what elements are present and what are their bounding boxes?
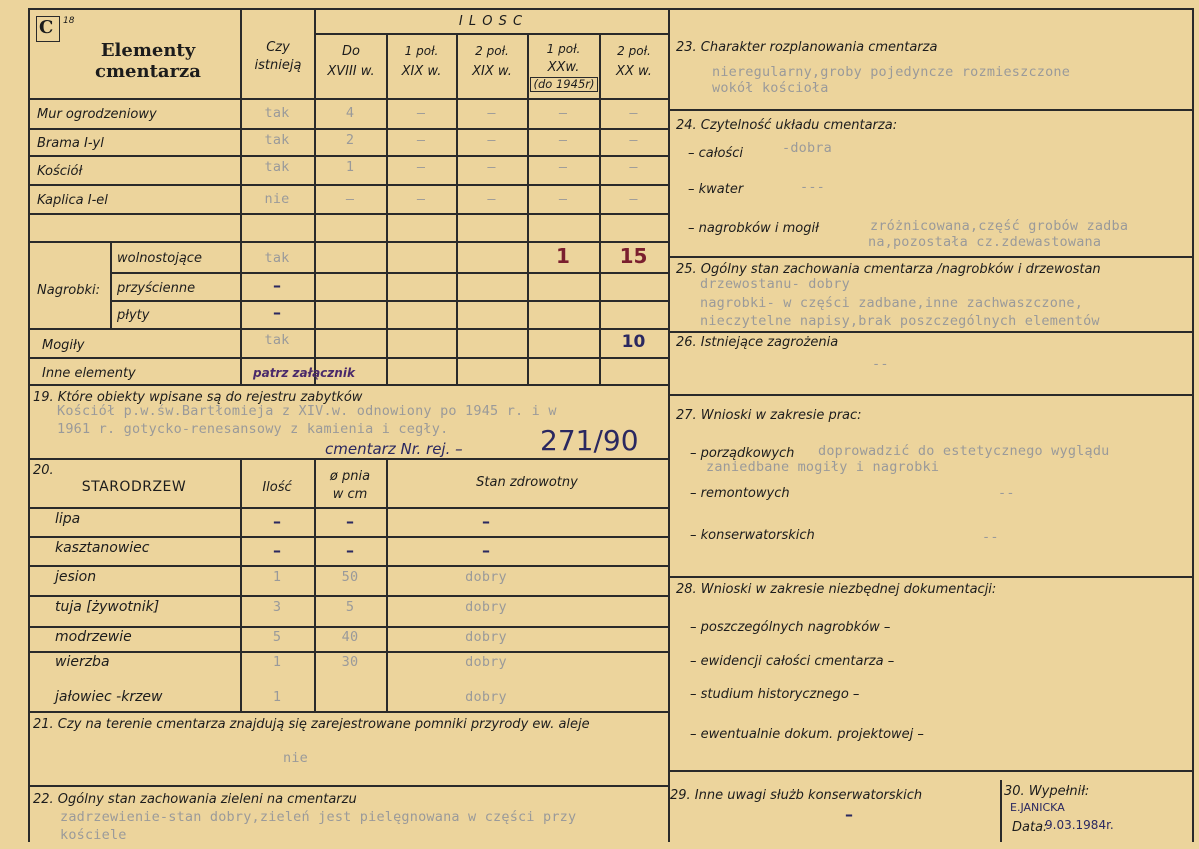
tree-diameter: 50: [341, 569, 359, 585]
divider: [28, 626, 668, 628]
divider: [386, 33, 388, 384]
tree-name: lipa: [55, 511, 81, 527]
tree-qty: 1: [272, 689, 282, 705]
s19-handwritten-text: cmentarz Nr. rej. –: [325, 440, 463, 458]
tree-diameter: –: [346, 512, 354, 531]
divider: [668, 394, 1193, 396]
tree-name: jesion: [55, 569, 97, 585]
s19-line2: 1961 r. gotycko-renesansowy z kamienia i cegły.: [57, 421, 449, 437]
qty-value: –: [629, 132, 638, 148]
section-index: 18: [63, 16, 75, 26]
s27-label: 27. Wnioski w zakresie prac:: [676, 408, 862, 423]
qty-value: –: [416, 191, 426, 207]
s26-value: --: [872, 356, 889, 372]
s30-date: 9.03.1984r.: [1045, 818, 1114, 832]
s28-item: – ewentualnie dokum. projektowej –: [690, 727, 924, 742]
row-label: Mogiły: [42, 338, 85, 353]
divider: [110, 272, 668, 274]
s30-date-label: Data:: [1012, 820, 1048, 835]
tree-qty: –: [273, 541, 281, 560]
divider: [110, 300, 668, 302]
tree-qty: 5: [272, 629, 282, 645]
divider: [668, 256, 1193, 258]
qty-value: –: [629, 159, 638, 175]
divider: [28, 8, 1193, 10]
row-label: płyty: [117, 308, 150, 323]
section-letter: C: [39, 17, 54, 38]
qty-value: –: [558, 132, 568, 148]
col-header: Do: [342, 44, 360, 59]
divider: [28, 507, 668, 509]
divider: [28, 241, 668, 243]
s27-porz-value1: doprowadzić do estetycznego wyglądu: [818, 443, 1110, 459]
s24-kwater-value: ---: [800, 179, 825, 195]
divider: [28, 711, 668, 713]
col-header: 2 poł.: [475, 44, 509, 58]
divider: [527, 33, 529, 384]
s24-nagrobkow-value1: zróżnicowana,część grobów zadba: [870, 218, 1129, 234]
s23-label: 23. Charakter rozplanowania cmentarza: [676, 40, 938, 55]
tree-state: –: [482, 541, 490, 560]
s28-item: – poszczególnych nagrobków –: [690, 620, 891, 635]
tree-diameter: 30: [341, 654, 359, 670]
s20-col-stan: Stan zdrowotny: [476, 475, 578, 490]
inne-handwritten: patrz załącznik: [253, 366, 355, 380]
qty-value: –: [629, 191, 638, 207]
col-header-ilosc: I L O S C: [458, 14, 524, 29]
s28-item: – ewidencji całości cmentarza –: [690, 654, 895, 669]
s25-label: 25. Ogólny stan zachowania cmentarza /nagrobków i drzewostan: [676, 262, 1101, 277]
tree-diameter: 5: [345, 599, 355, 615]
row-label: Inne elementy: [42, 366, 136, 381]
divider: [110, 241, 112, 328]
tree-state: dobry: [465, 569, 507, 585]
s30-label: 30. Wypełnił:: [1004, 784, 1090, 799]
divider: [28, 536, 668, 538]
divider: [668, 109, 1193, 111]
qty-value: –: [487, 191, 496, 207]
s22-line1: zadrzewienie-stan dobry,zieleń jest pielęgnowana w części przy: [60, 809, 577, 825]
tree-state: dobry: [465, 599, 507, 615]
divider: [28, 458, 668, 460]
col-header: XVIII w.: [327, 64, 375, 79]
page-title-line1: Elementy: [100, 40, 196, 61]
tree-qty: 1: [272, 569, 282, 585]
divider: [28, 357, 668, 359]
qty-value: –: [416, 105, 426, 121]
s27-rem-label: – remontowych: [690, 486, 790, 501]
tree-state: dobry: [465, 629, 507, 645]
tree-qty: –: [273, 512, 281, 531]
s27-porz-value2: zaniedbane mogiły i nagrobki: [706, 459, 940, 475]
section-box: [36, 16, 60, 42]
exists-handwritten: –: [273, 276, 281, 295]
s26-label: 26. Istniejące zagrożenia: [676, 335, 839, 350]
qty-value: –: [416, 159, 426, 175]
s19-register-number: 271/90: [540, 424, 639, 457]
qty-handwritten: 15: [619, 244, 648, 268]
divider: [28, 213, 668, 215]
col-header-istnieja: istnieją: [254, 58, 302, 73]
s28-item: – studium historycznego –: [690, 687, 860, 702]
s20-col-cm: w cm: [332, 487, 368, 502]
divider: [28, 328, 668, 330]
divider: [28, 155, 668, 157]
s30-name: E.JANICKA: [1010, 801, 1065, 814]
s29-label: 29. Inne uwagi służb konserwatorskich: [670, 788, 923, 803]
qty-value: –: [487, 132, 496, 148]
s25-line1: drzewostanu- dobry: [700, 276, 850, 292]
row-label: Mur ogrodzeniowy: [37, 107, 157, 122]
nagrobki-label: Nagrobki:: [37, 283, 101, 298]
qty-value: 1: [345, 159, 355, 175]
s25-line3: nieczytelne napisy,brak poszczególnych elementów: [700, 313, 1100, 329]
divider: [668, 331, 1193, 333]
divider: [28, 565, 668, 567]
qty-value: –: [487, 105, 496, 121]
tree-name: kasztanowiec: [55, 540, 150, 556]
qty-handwritten: 1: [556, 244, 570, 268]
exists-value: tak: [264, 250, 290, 266]
tree-qty: 1: [272, 654, 282, 670]
s24-calosci-label: – całości: [688, 146, 743, 161]
s28-label: 28. Wnioski w zakresie niezbędnej dokumentacji:: [676, 582, 997, 597]
s25-line2: nagrobki- w części zadbane,inne zachwaszczone,: [700, 295, 1084, 311]
s24-nagrobkow-label: – nagrobków i mogił: [688, 221, 819, 236]
tree-name: wierzba: [55, 654, 110, 670]
col-header: 1 poł.: [546, 42, 581, 56]
row-label: Kaplica I-el: [37, 193, 108, 208]
exists-value: tak: [264, 132, 290, 148]
divider: [28, 8, 30, 842]
qty-handwritten: 10: [621, 332, 646, 352]
tree-name: modrzewie: [55, 629, 132, 645]
col-header: (do 1945r): [530, 77, 598, 92]
s24-calosci-value: -dobra: [782, 140, 832, 156]
tree-state: –: [482, 512, 490, 531]
divider: [28, 785, 668, 787]
divider: [28, 384, 668, 386]
col-header: XX w.: [616, 64, 652, 79]
qty-value: 2: [345, 132, 355, 148]
s20-num: 20.: [33, 463, 54, 478]
s19-label: 19. Które obiekty wpisane są do rejestru zabytków: [33, 390, 363, 405]
qty-value: –: [487, 159, 496, 175]
divider: [1000, 780, 1002, 842]
tree-qty: 3: [272, 599, 282, 615]
col-header: 1 poł.: [404, 44, 439, 58]
row-label: wolnostojące: [117, 251, 202, 266]
divider: [28, 651, 668, 653]
divider: [456, 33, 458, 384]
qty-value: –: [629, 105, 638, 121]
row-label: Kościół: [37, 164, 83, 179]
exists-handwritten: –: [273, 303, 281, 322]
s21-answer: nie: [283, 750, 308, 766]
s27-rem-value: --: [998, 485, 1015, 501]
exists-value: tak: [264, 332, 290, 348]
divider: [28, 595, 668, 597]
qty-value: –: [416, 132, 426, 148]
s20-title: STARODRZEW: [81, 479, 187, 495]
divider: [668, 576, 1193, 578]
divider: [314, 33, 668, 35]
tree-name: jałowiec -krzew: [55, 689, 163, 705]
col-header: 2 poł.: [617, 44, 651, 58]
s22-label: 22. Ogólny stan zachowania zieleni na cmentarzu: [33, 792, 357, 807]
s24-kwater-label: – kwater: [688, 182, 744, 197]
s27-porz-label: – porządkowych: [690, 446, 795, 461]
s27-kons-label: – konserwatorskich: [690, 528, 815, 543]
divider: [668, 770, 1193, 772]
exists-value: tak: [264, 105, 290, 121]
tree-name: tuja [żywotnik]: [55, 599, 160, 615]
page-title-line2: cmentarza: [95, 61, 201, 82]
s23-line1: nieregularny,groby pojedyncze rozmieszczone: [712, 64, 1071, 80]
row-label: przyścienne: [117, 281, 196, 296]
s20-col-ilosc: Ilość: [262, 480, 292, 495]
s23-line2: wokół kościoła: [712, 80, 829, 96]
exists-value: tak: [264, 159, 290, 175]
tree-state: dobry: [465, 654, 507, 670]
qty-value: –: [345, 191, 355, 207]
s29-value: –: [845, 805, 853, 824]
s24-label: 24. Czytelność układu cmentarza:: [676, 118, 898, 133]
qty-value: 4: [345, 105, 355, 121]
s21-label: 21. Czy na terenie cmentarza znajdują się zarejestrowane pomniki przyrody ew. aleje: [33, 717, 590, 732]
qty-value: –: [558, 159, 568, 175]
tree-state: dobry: [465, 689, 507, 705]
divider: [28, 184, 668, 186]
col-header: XIX w.: [472, 64, 512, 79]
divider: [1192, 8, 1194, 842]
exists-value: nie: [264, 191, 290, 207]
col-header: XXw.: [547, 60, 580, 75]
row-label: Brama I-yl: [37, 136, 104, 151]
s27-kons-value: --: [982, 529, 999, 545]
s24-nagrobkow-value2: na,pozostała cz.zdewastowana: [868, 234, 1102, 250]
s20-col-pnia: ø pnia: [329, 469, 371, 484]
divider: [28, 98, 668, 100]
tree-diameter: –: [346, 541, 354, 560]
col-header: XIX w.: [401, 64, 442, 79]
tree-diameter: 40: [341, 629, 359, 645]
divider: [28, 128, 668, 130]
col-header-czy: Czy: [266, 40, 290, 55]
s22-line2: kościele: [60, 827, 127, 843]
qty-value: –: [558, 105, 568, 121]
divider: [668, 8, 670, 842]
qty-value: –: [558, 191, 568, 207]
s19-line1: Kościół p.w.św.Bartłomieja z XIV.w. odnowiony po 1945 r. i w: [57, 403, 557, 419]
